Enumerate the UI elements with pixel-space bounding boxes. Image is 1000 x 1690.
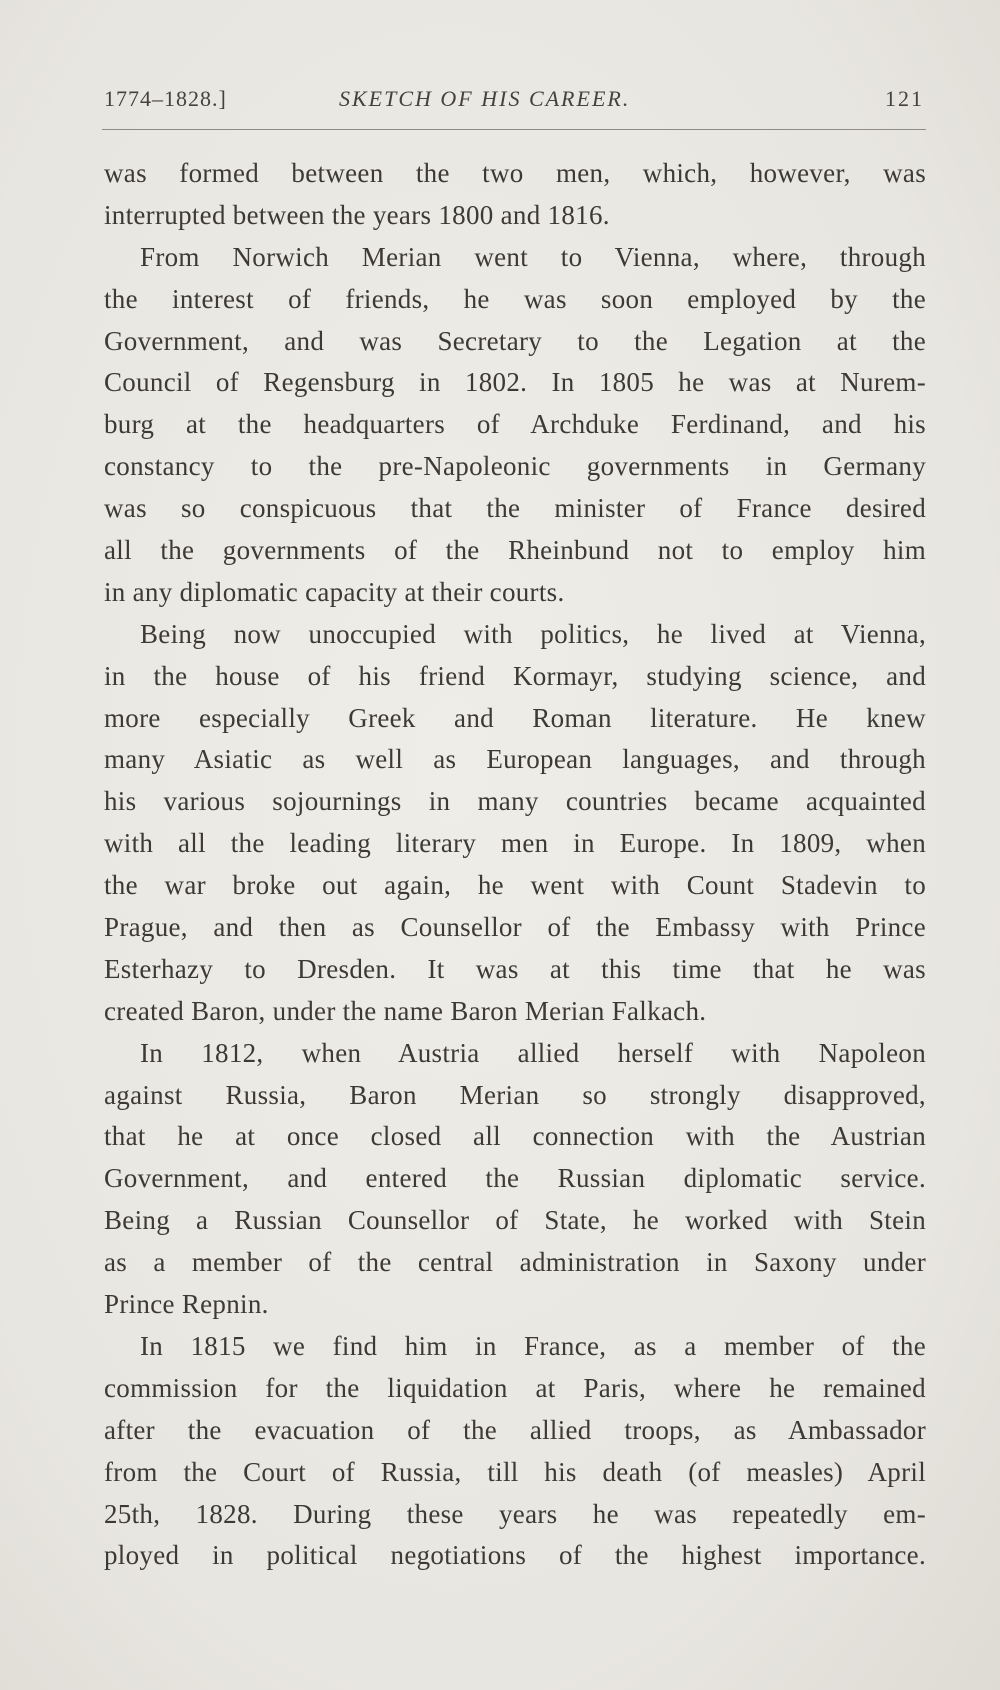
text-line: many Asiatic as well as European languages, and through <box>104 744 926 775</box>
text-line: in the house of his friend Kormayr, studying science, and <box>104 660 926 691</box>
text-line: commission for the liquidation at Paris, where he remained <box>104 1372 926 1403</box>
text-line: Esterhazy to Dresden. It was at this time that he was <box>104 953 926 984</box>
text-line: interrupted between the years 1800 and 1816. <box>104 199 610 230</box>
text-line: the war broke out again, he went with Count Stadevin to <box>104 870 926 901</box>
text-line: the interest of friends, he was soon employed by the <box>104 283 926 314</box>
text-line: that he at once closed all connection with the Austrian <box>104 1121 926 1152</box>
body-text <box>104 153 926 1577</box>
text-line: more especially Greek and Roman literature. He knew <box>104 702 926 733</box>
text-line: from the Court of Russia, till his death (of measles) April <box>104 1456 926 1487</box>
running-head <box>104 80 924 116</box>
text-line: Government, and was Secretary to the Legation at the <box>104 325 926 356</box>
text-line: ployed in political negotiations of the highest importance. <box>104 1540 926 1571</box>
text-line: In 1815 we find him in France, as a member of the <box>140 1330 926 1361</box>
text-line: against Russia, Baron Merian so strongly disapproved, <box>104 1079 926 1110</box>
text-line: created Baron, under the name Baron Merian Falkach. <box>104 995 707 1026</box>
text-line: was formed between the two men, which, however, was <box>104 158 926 188</box>
text-line: In 1812, when Austria allied herself with Napoleon <box>140 1037 926 1068</box>
text-line: as a member of the central administration in Saxony under <box>104 1247 926 1278</box>
text-line: was so conspicuous that the minister of France desired <box>104 493 926 524</box>
text-line: after the evacuation of the allied troops, as Ambassador <box>104 1414 926 1445</box>
header-rule <box>102 129 926 130</box>
text-line: Prague, and then as Counsellor of the Embassy with Prince <box>104 912 926 943</box>
text-line: Being now unoccupied with politics, he lived at Vienna, <box>140 618 926 649</box>
text-line: Government, and entered the Russian diplomatic service. <box>104 1163 926 1194</box>
running-head-dates: 1774–1828.] <box>104 86 227 111</box>
text-line: Council of Regensburg in 1802. In 1805 he was at Nurem- <box>104 367 926 398</box>
text-line: 25th, 1828. During these years he was repeatedly em- <box>104 1498 926 1529</box>
text-line: burg at the headquarters of Archduke Ferdinand, and his <box>104 409 926 440</box>
page-number: 121 <box>885 86 924 111</box>
text-line: with all the leading literary men in Europe. In 1809, when <box>104 828 926 859</box>
text-line: all the governments of the Rheinbund not to employ him <box>104 535 926 566</box>
text-line: From Norwich Merian went to Vienna, where, through <box>140 241 926 272</box>
text-line: his various sojournings in many countries became acquainted <box>104 786 926 817</box>
text-line: in any diplomatic capacity at their courts. <box>104 576 565 607</box>
text-line: Being a Russian Counsellor of State, he worked with Stein <box>104 1205 926 1236</box>
running-head-title: SKETCH OF HIS CAREER. <box>339 86 631 111</box>
text-line: Prince Repnin. <box>104 1289 269 1320</box>
text-line: constancy to the pre-Napoleonic governments in Germany <box>104 451 926 482</box>
